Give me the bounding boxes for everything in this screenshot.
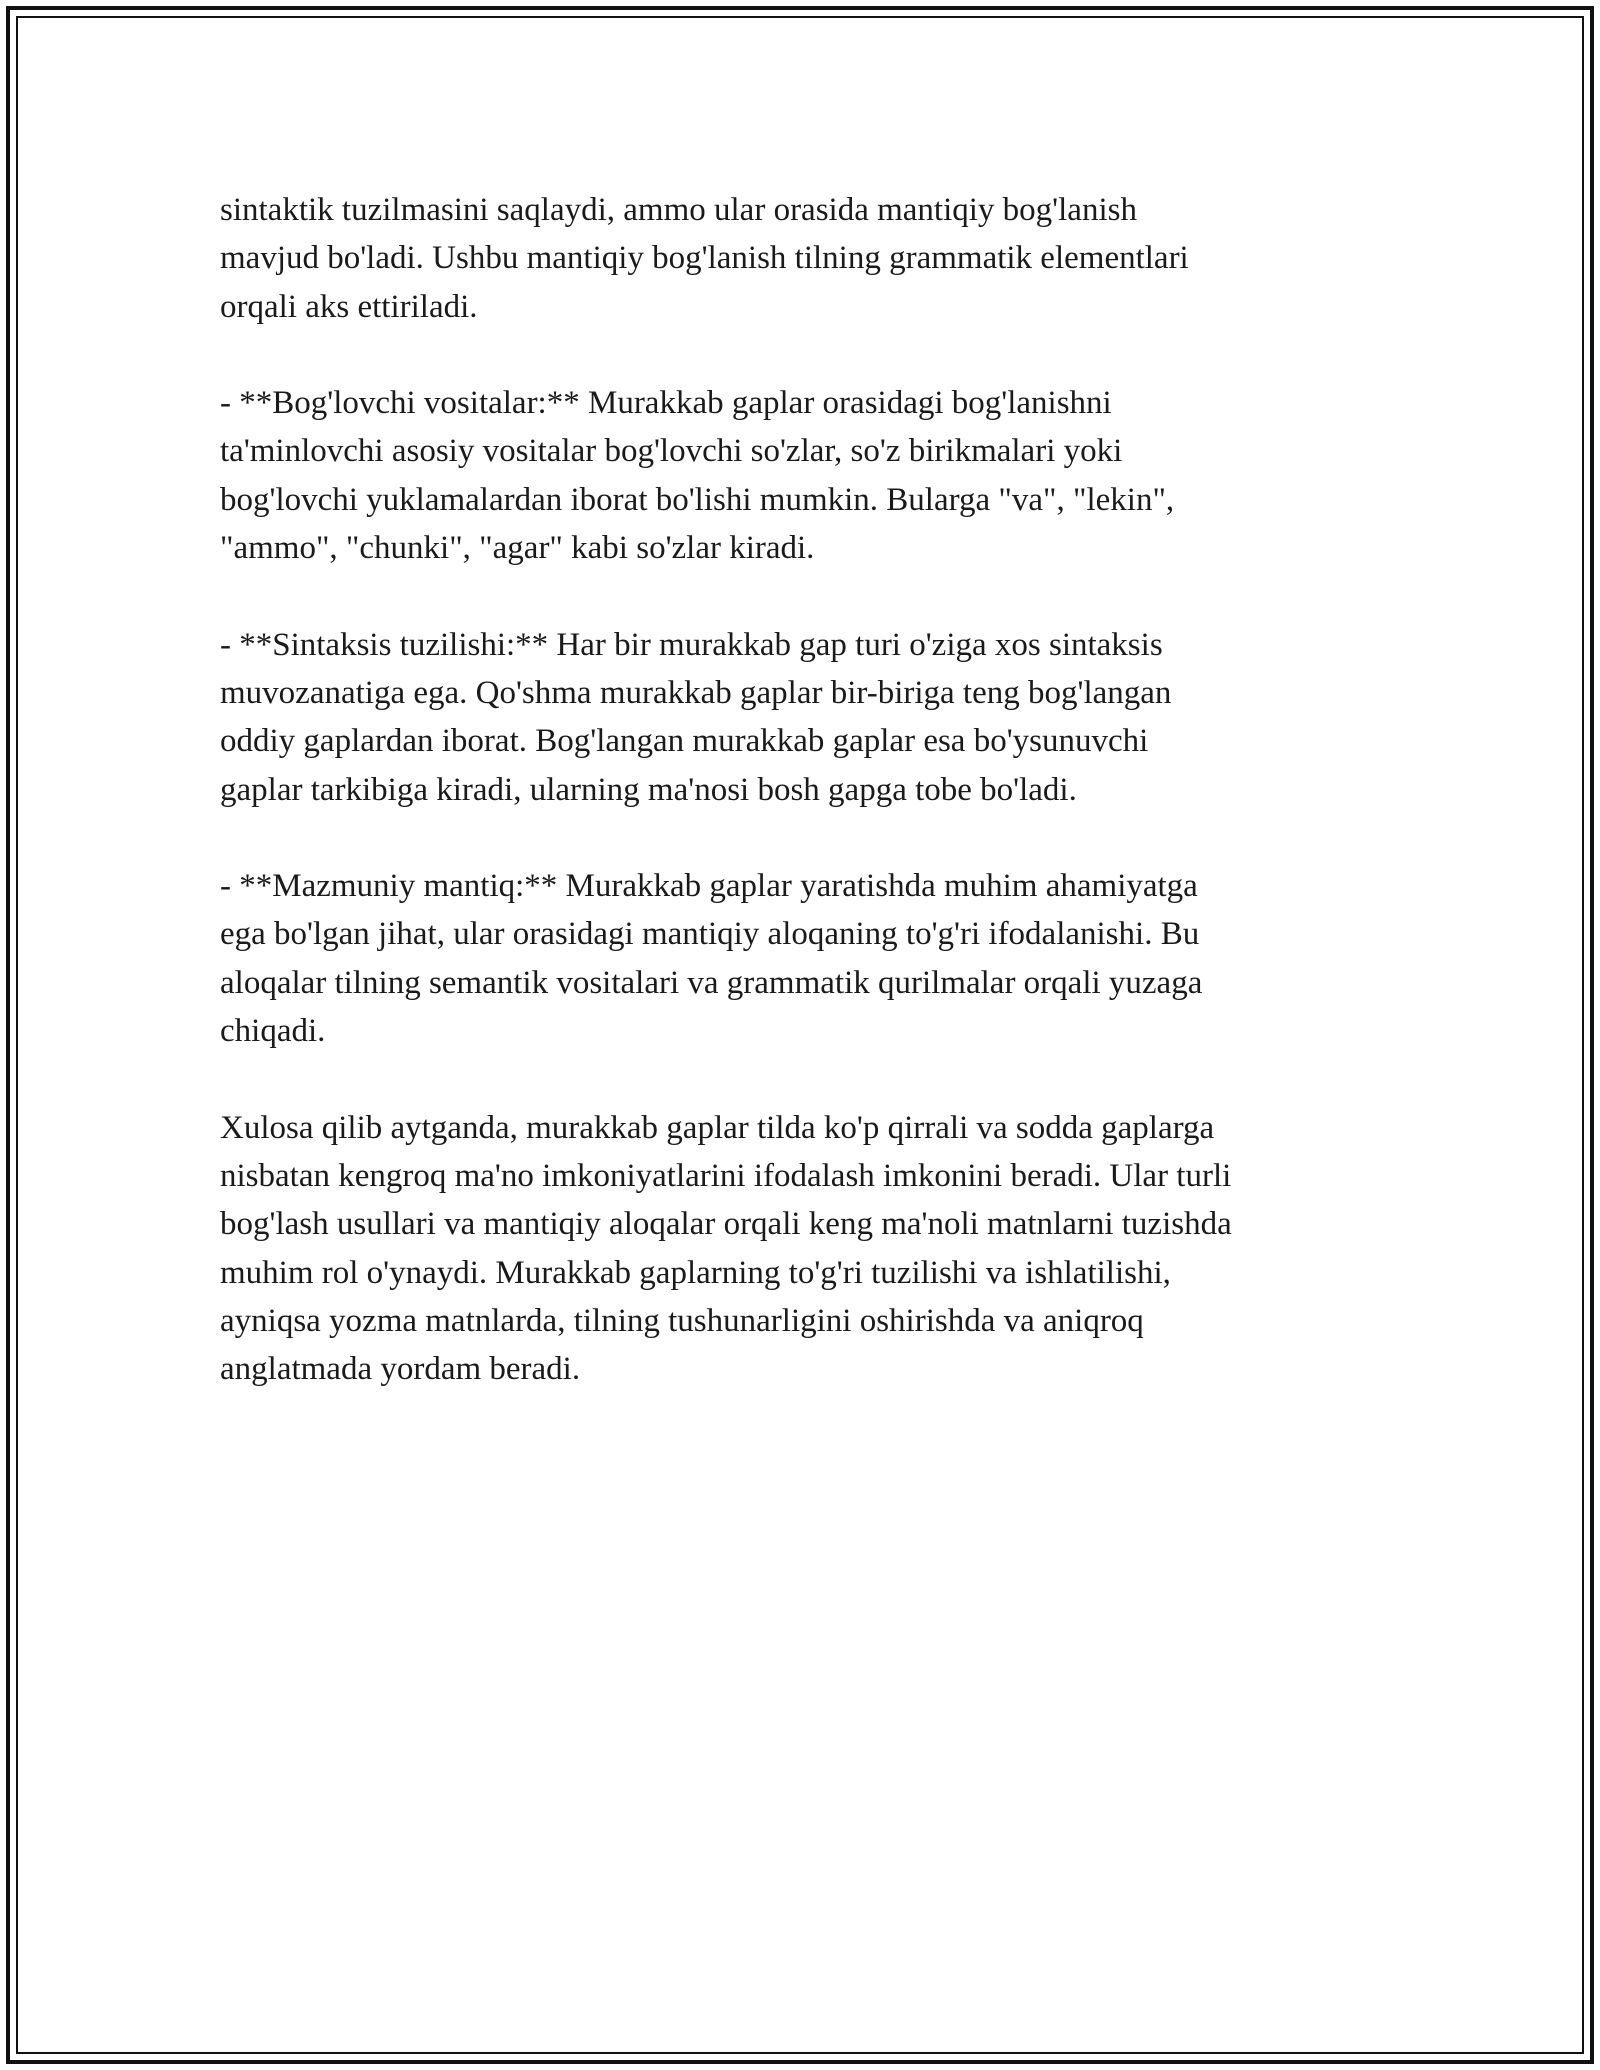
paragraph-conclusion xyxy=(220,1104,1370,1394)
text-line: mavjud bo'ladi. Ushbu mantiqiy bog'lanish tilning grammatik elementlari xyxy=(220,240,1189,277)
text-line: chiqadi. xyxy=(220,1013,326,1050)
text-line: - **Sintaksis tuzilishi:** Har bir murakkab gap turi o'ziga xos sintaksis xyxy=(220,626,1163,663)
text-line: gaplar tarkibiga kiradi, ularning ma'nosi bosh gapga tobe bo'ladi. xyxy=(220,771,1077,808)
text-line: ega bo'lgan jihat, ular orasidagi mantiqiy aloqaning to'g'ri ifodalanishi. Bu xyxy=(220,916,1200,953)
paragraph-spacer xyxy=(220,1055,1370,1103)
paragraph-boglovchi-vositalar xyxy=(220,379,1370,572)
text-line: orqali aks ettiriladi. xyxy=(220,288,478,325)
text-line: anglatmada yordam beradi. xyxy=(220,1351,581,1388)
paragraph-spacer xyxy=(220,814,1370,862)
text-line: - **Mazmuniy mantiq:** Murakkab gaplar yaratishda muhim ahamiyatga xyxy=(220,868,1198,905)
text-line: - **Bog'lovchi vositalar:** Murakkab gaplar orasidagi bog'lanishni xyxy=(220,385,1112,422)
paragraph-spacer xyxy=(220,572,1370,620)
paragraph-sintaksis-tuzilishi xyxy=(220,621,1370,814)
text-line: "ammo", "chunki", "agar" kabi so'zlar kiradi. xyxy=(220,530,815,567)
text-line: muvozanatiga ega. Qo'shma murakkab gaplar bir-biriga teng bog'langan xyxy=(220,674,1172,711)
text-line: bog'lash usullari va mantiqiy aloqalar orqali keng ma'noli matnlarni tuzishda xyxy=(220,1206,1232,1243)
paragraph-spacer xyxy=(220,331,1370,379)
text-line: oddiy gaplardan iborat. Bog'langan murakkab gaplar esa bo'ysunuvchi xyxy=(220,723,1149,760)
text-line: sintaktik tuzilmasini saqlaydi, ammo ular orasida mantiqiy bog'lanish xyxy=(220,192,1137,228)
text-line: nisbatan kengroq ma'no imkoniyatlarini ifodalash imkonini beradi. Ular turli xyxy=(220,1157,1232,1194)
text-line: Xulosa qilib aytganda, murakkab gaplar tilda ko'p qirrali va sodda gaplarga xyxy=(220,1109,1215,1146)
paragraph-mazmuniy-mantiq xyxy=(220,862,1370,1055)
text-line: bog'lovchi yuklamalardan iborat bo'lishi mumkin. Bularga "va", "lekin", xyxy=(220,481,1175,518)
text-line: ta'minlovchi asosiy vositalar bog'lovchi so'zlar, so'z birikmalari yoki xyxy=(220,433,1123,470)
text-line: aloqalar tilning semantik vositalari va grammatik qurilmalar orqali yuzaga xyxy=(220,964,1203,1001)
text-line: muhim rol o'ynaydi. Murakkab gaplarning to'g'ri tuzilishi va ishlatilishi, xyxy=(220,1254,1171,1291)
paragraph-intro-continuation xyxy=(220,186,1370,331)
text-line: ayniqsa yozma matnlarda, tilning tushunarligini oshirishda va aniqroq xyxy=(220,1302,1144,1339)
document-body xyxy=(220,186,1370,1393)
